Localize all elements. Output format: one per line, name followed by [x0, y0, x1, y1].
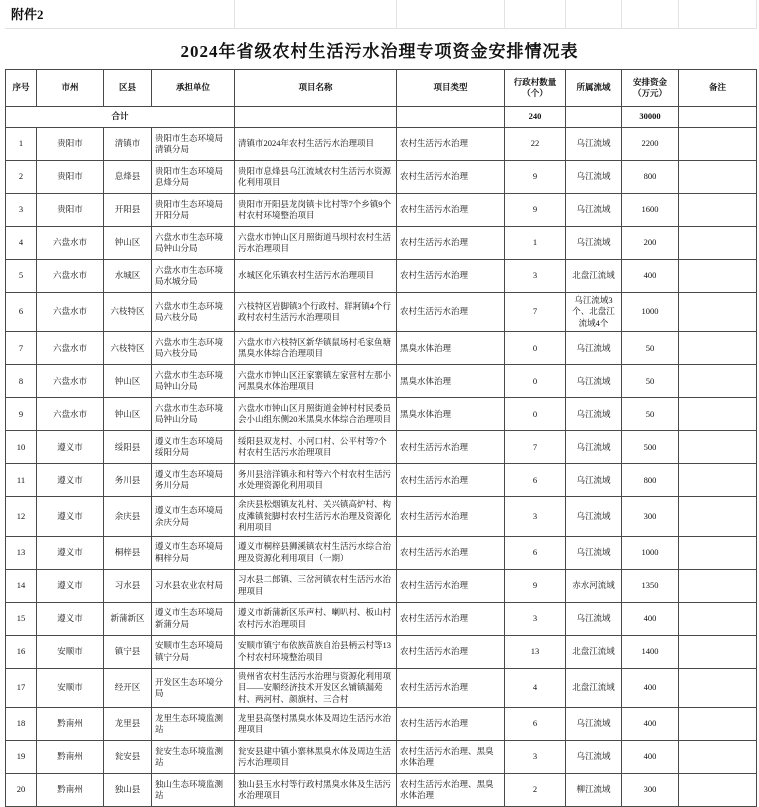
cell-villages: 0 [505, 332, 566, 365]
cell-remark [679, 569, 757, 602]
cell-city: 六盘水市 [37, 227, 104, 260]
cell-basin: 乌江流域 [566, 365, 622, 398]
cell-county: 瓮安县 [104, 741, 152, 774]
col-header-fund: 安排资金（万元） [622, 70, 679, 107]
cell-type: 农村生活污水治理 [397, 635, 505, 668]
cell-basin: 北盘江流域 [566, 635, 622, 668]
cell-county: 新蒲新区 [104, 602, 152, 635]
cell-county: 经开区 [104, 668, 152, 707]
cell-county: 开阳县 [104, 194, 152, 227]
cell-county: 务川县 [104, 464, 152, 497]
cell-fund: 50 [622, 398, 679, 431]
cell-unit: 贵阳市生态环境局清镇分局 [152, 128, 235, 161]
cell-fund: 400 [622, 668, 679, 707]
col-header-seq: 序号 [6, 70, 37, 107]
cell-unit: 六盘水市生态环境局钟山分局 [152, 365, 235, 398]
cell-villages: 13 [505, 635, 566, 668]
cell-remark [679, 464, 757, 497]
col-header-unit: 承担单位 [152, 70, 235, 107]
table-row [6, 569, 757, 602]
cell-remark [679, 536, 757, 569]
cell-villages: 0 [505, 398, 566, 431]
cell-remark [679, 332, 757, 365]
cell-basin: 乌江流域 [566, 332, 622, 365]
cell-seq: 7 [6, 332, 37, 365]
cell-county: 余庆县 [104, 497, 152, 536]
cell-city: 黔南州 [37, 708, 104, 741]
cell-unit: 安顺市生态环境局镇宁分局 [152, 635, 235, 668]
cell-unit: 贵阳市生态环境局息烽分局 [152, 161, 235, 194]
cell-basin: 乌江流域 [566, 708, 622, 741]
cell-basin: 乌江流域 [566, 161, 622, 194]
cell-remark [679, 431, 757, 464]
cell-project: 六盘水市钟山区汪家寨镇左家营村左那小河黑臭水体治理项目 [235, 365, 397, 398]
cell-unit: 瓮安生态环境监测站 [152, 741, 235, 774]
cell-city: 贵阳市 [37, 128, 104, 161]
cell-remark [679, 635, 757, 668]
cell-city: 黔南州 [37, 774, 104, 807]
cell-type: 农村生活污水治理、黑臭水体治理 [397, 774, 505, 807]
cell-remark [679, 365, 757, 398]
cell-basin: 赤水河流域 [566, 569, 622, 602]
cell-city: 安顺市 [37, 668, 104, 707]
cell-project: 龙里县高堡村黑臭水体及周边生活污水治理项目 [235, 708, 397, 741]
cell-project: 遵义市新蒲新区乐声村、喇叭村、板山村农村污水治理项目 [235, 602, 397, 635]
cell-type: 农村生活污水治理 [397, 602, 505, 635]
cell-seq: 14 [6, 569, 37, 602]
cell-type: 农村生活污水治理 [397, 497, 505, 536]
cell-city: 遵义市 [37, 536, 104, 569]
col-header-basin: 所属流域 [566, 70, 622, 107]
cell-unit: 贵阳市生态环境局开阳分局 [152, 194, 235, 227]
table-row [6, 668, 757, 707]
cell-fund: 1000 [622, 293, 679, 332]
cell-type: 农村生活污水治理 [397, 668, 505, 707]
cell-project: 清镇市2024年农村生活污水治理项目 [235, 128, 397, 161]
cell-type: 农村生活污水治理 [397, 194, 505, 227]
total-row [6, 107, 757, 128]
cell-fund: 50 [622, 332, 679, 365]
grid-cell [103, 0, 151, 29]
cell-remark [679, 774, 757, 807]
cell-fund: 1600 [622, 194, 679, 227]
col-header-villages: 行政村数量（个） [505, 70, 566, 107]
cell-unit: 习水县农业农村局 [152, 569, 235, 602]
cell-unit: 遵义市生态环境局新蒲分局 [152, 602, 235, 635]
cell-project: 余庆县松烟镇友礼村、关兴镇高炉村、构皮滩镇瓮脚村农村生活污水治理及资源化利用项目 [235, 497, 397, 536]
cell-county: 清镇市 [104, 128, 152, 161]
cell-seq: 1 [6, 128, 37, 161]
cell-city: 六盘水市 [37, 398, 104, 431]
cell-remark [679, 497, 757, 536]
cell-fund: 400 [622, 741, 679, 774]
table-row [6, 398, 757, 431]
grid-strip-row [5, 0, 756, 29]
cell-basin: 北盘江流域 [566, 668, 622, 707]
cell-villages: 2 [505, 774, 566, 807]
cell-seq: 6 [6, 293, 37, 332]
cell-city: 六盘水市 [37, 293, 104, 332]
cell-project: 务川县涪洋镇永和村等六个村农村生活污水处理资源化利用项目 [235, 464, 397, 497]
total-fund: 30000 [622, 107, 679, 128]
cell-city: 遵义市 [37, 497, 104, 536]
cell-villages: 4 [505, 668, 566, 707]
cell-basin: 乌江流域 [566, 536, 622, 569]
cell-villages: 9 [505, 569, 566, 602]
cell-project: 贵阳市息烽县乌江流域农村生活污水资源化利用项目 [235, 161, 397, 194]
cell-seq: 17 [6, 668, 37, 707]
cell-county: 六枝特区 [104, 332, 152, 365]
cell-city: 贵阳市 [37, 161, 104, 194]
cell-county: 钟山区 [104, 365, 152, 398]
table-row [6, 741, 757, 774]
cell-unit: 遵义市生态环境局余庆分局 [152, 497, 235, 536]
cell-county: 桐梓县 [104, 536, 152, 569]
cell-city: 遵义市 [37, 602, 104, 635]
cell-unit: 六盘水市生态环境局钟山分局 [152, 398, 235, 431]
cell-fund: 400 [622, 708, 679, 741]
col-header-city: 市州 [37, 70, 104, 107]
cell-city: 六盘水市 [37, 260, 104, 293]
cell-remark [679, 227, 757, 260]
cell-basin: 柳江流域 [566, 774, 622, 807]
cell-villages: 3 [505, 497, 566, 536]
cell-county: 龙里县 [104, 708, 152, 741]
cell-type: 黑臭水体治理 [397, 398, 505, 431]
cell-seq: 13 [6, 536, 37, 569]
cell-project: 六枝特区岩脚镇3个行政村、牂牁镇4个行政村农村生活污水治理项目 [235, 293, 397, 332]
cell-county: 六枝特区 [104, 293, 152, 332]
col-header-project: 项目名称 [235, 70, 397, 107]
cell-city: 六盘水市 [37, 365, 104, 398]
cell-basin: 乌江流域 [566, 464, 622, 497]
cell-basin: 乌江流域 [566, 227, 622, 260]
cell-unit: 六盘水市生态环境局六枝分局 [152, 293, 235, 332]
cell-unit: 六盘水市生态环境局六枝分局 [152, 332, 235, 365]
cell-city: 遵义市 [37, 464, 104, 497]
cell-remark [679, 260, 757, 293]
cell-type: 黑臭水体治理 [397, 332, 505, 365]
cell-project: 水城区化乐镇农村生活污水治理项目 [235, 260, 397, 293]
cell-fund: 300 [622, 497, 679, 536]
cell-type: 农村生活污水治理 [397, 260, 505, 293]
cell-fund: 800 [622, 161, 679, 194]
cell-project: 独山县玉水村等行政村黑臭水体及生活污水治理项目 [235, 774, 397, 807]
cell-project: 六盘水市六枝特区新华镇鼠场村毛家鱼塘黑臭水体综合治理项目 [235, 332, 397, 365]
cell-unit: 独山生态环境监测站 [152, 774, 235, 807]
page-title: 2024年省级农村生活污水治理专项资金安排情况表 [180, 41, 579, 61]
cell [397, 107, 505, 128]
total-label: 合计 [6, 107, 235, 128]
cell-project: 贵阳市开阳县龙岗镇卡比村等7个乡镇9个村农村环境整治项目 [235, 194, 397, 227]
cell-fund: 50 [622, 365, 679, 398]
cell-remark [679, 398, 757, 431]
cell [235, 107, 397, 128]
cell-seq: 16 [6, 635, 37, 668]
cell-villages: 3 [505, 741, 566, 774]
cell-county: 钟山区 [104, 398, 152, 431]
cell-county: 息烽县 [104, 161, 152, 194]
cell-city: 六盘水市 [37, 332, 104, 365]
cell-unit: 遵义市生态环境局桐梓分局 [152, 536, 235, 569]
cell-basin: 乌江流域 [566, 128, 622, 161]
cell-type: 黑臭水体治理 [397, 365, 505, 398]
cell [679, 107, 757, 128]
cell-type: 农村生活污水治理 [397, 431, 505, 464]
cell-villages: 6 [505, 708, 566, 741]
col-header-remark: 备注 [679, 70, 757, 107]
table-row [6, 602, 757, 635]
cell-villages: 9 [505, 194, 566, 227]
cell-remark [679, 708, 757, 741]
cell-unit: 开发区生态环境分局 [152, 668, 235, 707]
cell-county: 水城区 [104, 260, 152, 293]
grid-cell [678, 0, 756, 29]
cell-basin: 乌江流域 [566, 741, 622, 774]
cell-fund: 200 [622, 227, 679, 260]
cell-villages: 3 [505, 260, 566, 293]
cell-seq: 2 [6, 161, 37, 194]
cell-project: 安顺市镇宁布依族苗族自治县柄云村等13个村农村环境整治项目 [235, 635, 397, 668]
cell-basin: 乌江流域 [566, 194, 622, 227]
cell-remark [679, 194, 757, 227]
cell-city: 遵义市 [37, 431, 104, 464]
cell-remark [679, 128, 757, 161]
cell-fund: 1350 [622, 569, 679, 602]
cell-project: 遵义市桐梓县狮溪镇农村生活污水综合治理及资源化利用项目（一期） [235, 536, 397, 569]
cell-city: 安顺市 [37, 635, 104, 668]
cell-villages: 6 [505, 464, 566, 497]
cell-remark [679, 741, 757, 774]
cell-county: 镇宁县 [104, 635, 152, 668]
col-header-county: 区县 [104, 70, 152, 107]
cell-seq: 5 [6, 260, 37, 293]
cell-basin: 乌江流域 [566, 497, 622, 536]
cell-basin: 北盘江流域 [566, 260, 622, 293]
cell-type: 农村生活污水治理、黑臭水体治理 [397, 741, 505, 774]
col-header-type: 项目类型 [397, 70, 505, 107]
cell-type: 农村生活污水治理 [397, 161, 505, 194]
cell-county: 习水县 [104, 569, 152, 602]
cell-type: 农村生活污水治理 [397, 227, 505, 260]
cell-remark [679, 161, 757, 194]
cell-seq: 4 [6, 227, 37, 260]
fund-arrangement-table [5, 69, 757, 807]
table-row [6, 774, 757, 807]
table-row [6, 260, 757, 293]
table-row [6, 293, 757, 332]
cell-basin: 乌江流域 [566, 602, 622, 635]
table-row [6, 431, 757, 464]
cell-fund: 1400 [622, 635, 679, 668]
table-row [6, 332, 757, 365]
cell-seq: 19 [6, 741, 37, 774]
table-row [6, 708, 757, 741]
cell-type: 农村生活污水治理 [397, 569, 505, 602]
cell-seq: 3 [6, 194, 37, 227]
grid-cell [396, 0, 504, 29]
table-row [6, 128, 757, 161]
grid-cell [151, 0, 234, 29]
cell-project: 瓮安县建中镇小寨林黑臭水体及周边生活污水治理项目 [235, 741, 397, 774]
grid-cell [565, 0, 621, 29]
cell-villages: 22 [505, 128, 566, 161]
cell-city: 遵义市 [37, 569, 104, 602]
cell-villages: 0 [505, 365, 566, 398]
spreadsheet-grid-strip [5, 0, 757, 29]
cell-county: 绥阳县 [104, 431, 152, 464]
cell-remark [679, 602, 757, 635]
table-row [6, 194, 757, 227]
cell-project: 贵州省农村生活污水治理与资源化利用项目——安顺经济技术开发区幺铺镇漏苑村、两河村、颜旗村、三合村 [235, 668, 397, 707]
cell-project: 六盘水市钟山区月照街道马坝村农村生活污水治理项目 [235, 227, 397, 260]
cell-project: 六盘水市钟山区月照街道金钟村村民委员会小山组东侧20米黑臭水体综合治理项目 [235, 398, 397, 431]
cell-fund: 400 [622, 260, 679, 293]
cell-seq: 9 [6, 398, 37, 431]
grid-cell [234, 0, 396, 29]
cell-fund: 1000 [622, 536, 679, 569]
cell-type: 农村生活污水治理 [397, 128, 505, 161]
table-row [6, 464, 757, 497]
cell-fund: 800 [622, 464, 679, 497]
total-villages: 240 [505, 107, 566, 128]
cell-unit: 遵义市生态环境局绥阳分局 [152, 431, 235, 464]
cell-remark [679, 668, 757, 707]
table-row [6, 227, 757, 260]
cell-type: 农村生活污水治理 [397, 536, 505, 569]
attachment-label: 附件2 [11, 7, 44, 22]
cell-unit: 龙里生态环境监测站 [152, 708, 235, 741]
cell-villages: 9 [505, 161, 566, 194]
cell-type: 农村生活污水治理 [397, 464, 505, 497]
cell-seq: 20 [6, 774, 37, 807]
cell-fund: 500 [622, 431, 679, 464]
cell-unit: 六盘水市生态环境局钟山分局 [152, 227, 235, 260]
cell [566, 107, 622, 128]
cell-basin: 乌江流域3个、北盘江流域4个 [566, 293, 622, 332]
table-row [6, 161, 757, 194]
cell-seq: 18 [6, 708, 37, 741]
cell-county: 独山县 [104, 774, 152, 807]
cell-seq: 10 [6, 431, 37, 464]
cell-seq: 8 [6, 365, 37, 398]
cell-project: 习水县二郎镇、三岔河镇农村生活污水治理项目 [235, 569, 397, 602]
table-row [6, 497, 757, 536]
cell-villages: 1 [505, 227, 566, 260]
cell-villages: 7 [505, 431, 566, 464]
cell-basin: 乌江流域 [566, 398, 622, 431]
cell-project: 绥阳县双龙村、小河口村、公平村等7个村农村生活污水治理项目 [235, 431, 397, 464]
cell-unit: 六盘水市生态环境局水城分局 [152, 260, 235, 293]
cell-unit: 遵义市生态环境局务川分局 [152, 464, 235, 497]
cell-seq: 11 [6, 464, 37, 497]
table-row [6, 365, 757, 398]
cell-villages: 6 [505, 536, 566, 569]
table-row [6, 536, 757, 569]
cell-fund: 400 [622, 602, 679, 635]
cell-villages: 3 [505, 602, 566, 635]
cell-basin: 乌江流域 [566, 431, 622, 464]
cell-city: 黔南州 [37, 741, 104, 774]
grid-cell [621, 0, 678, 29]
cell-county: 钟山区 [104, 227, 152, 260]
cell-city: 贵阳市 [37, 194, 104, 227]
header-row [6, 70, 757, 107]
cell-seq: 12 [6, 497, 37, 536]
table-row [6, 635, 757, 668]
cell-fund: 300 [622, 774, 679, 807]
cell-fund: 2200 [622, 128, 679, 161]
cell-type: 农村生活污水治理 [397, 293, 505, 332]
cell-remark [679, 293, 757, 332]
grid-cell [504, 0, 565, 29]
cell-type: 农村生活污水治理 [397, 708, 505, 741]
cell-villages: 7 [505, 293, 566, 332]
cell-seq: 15 [6, 602, 37, 635]
